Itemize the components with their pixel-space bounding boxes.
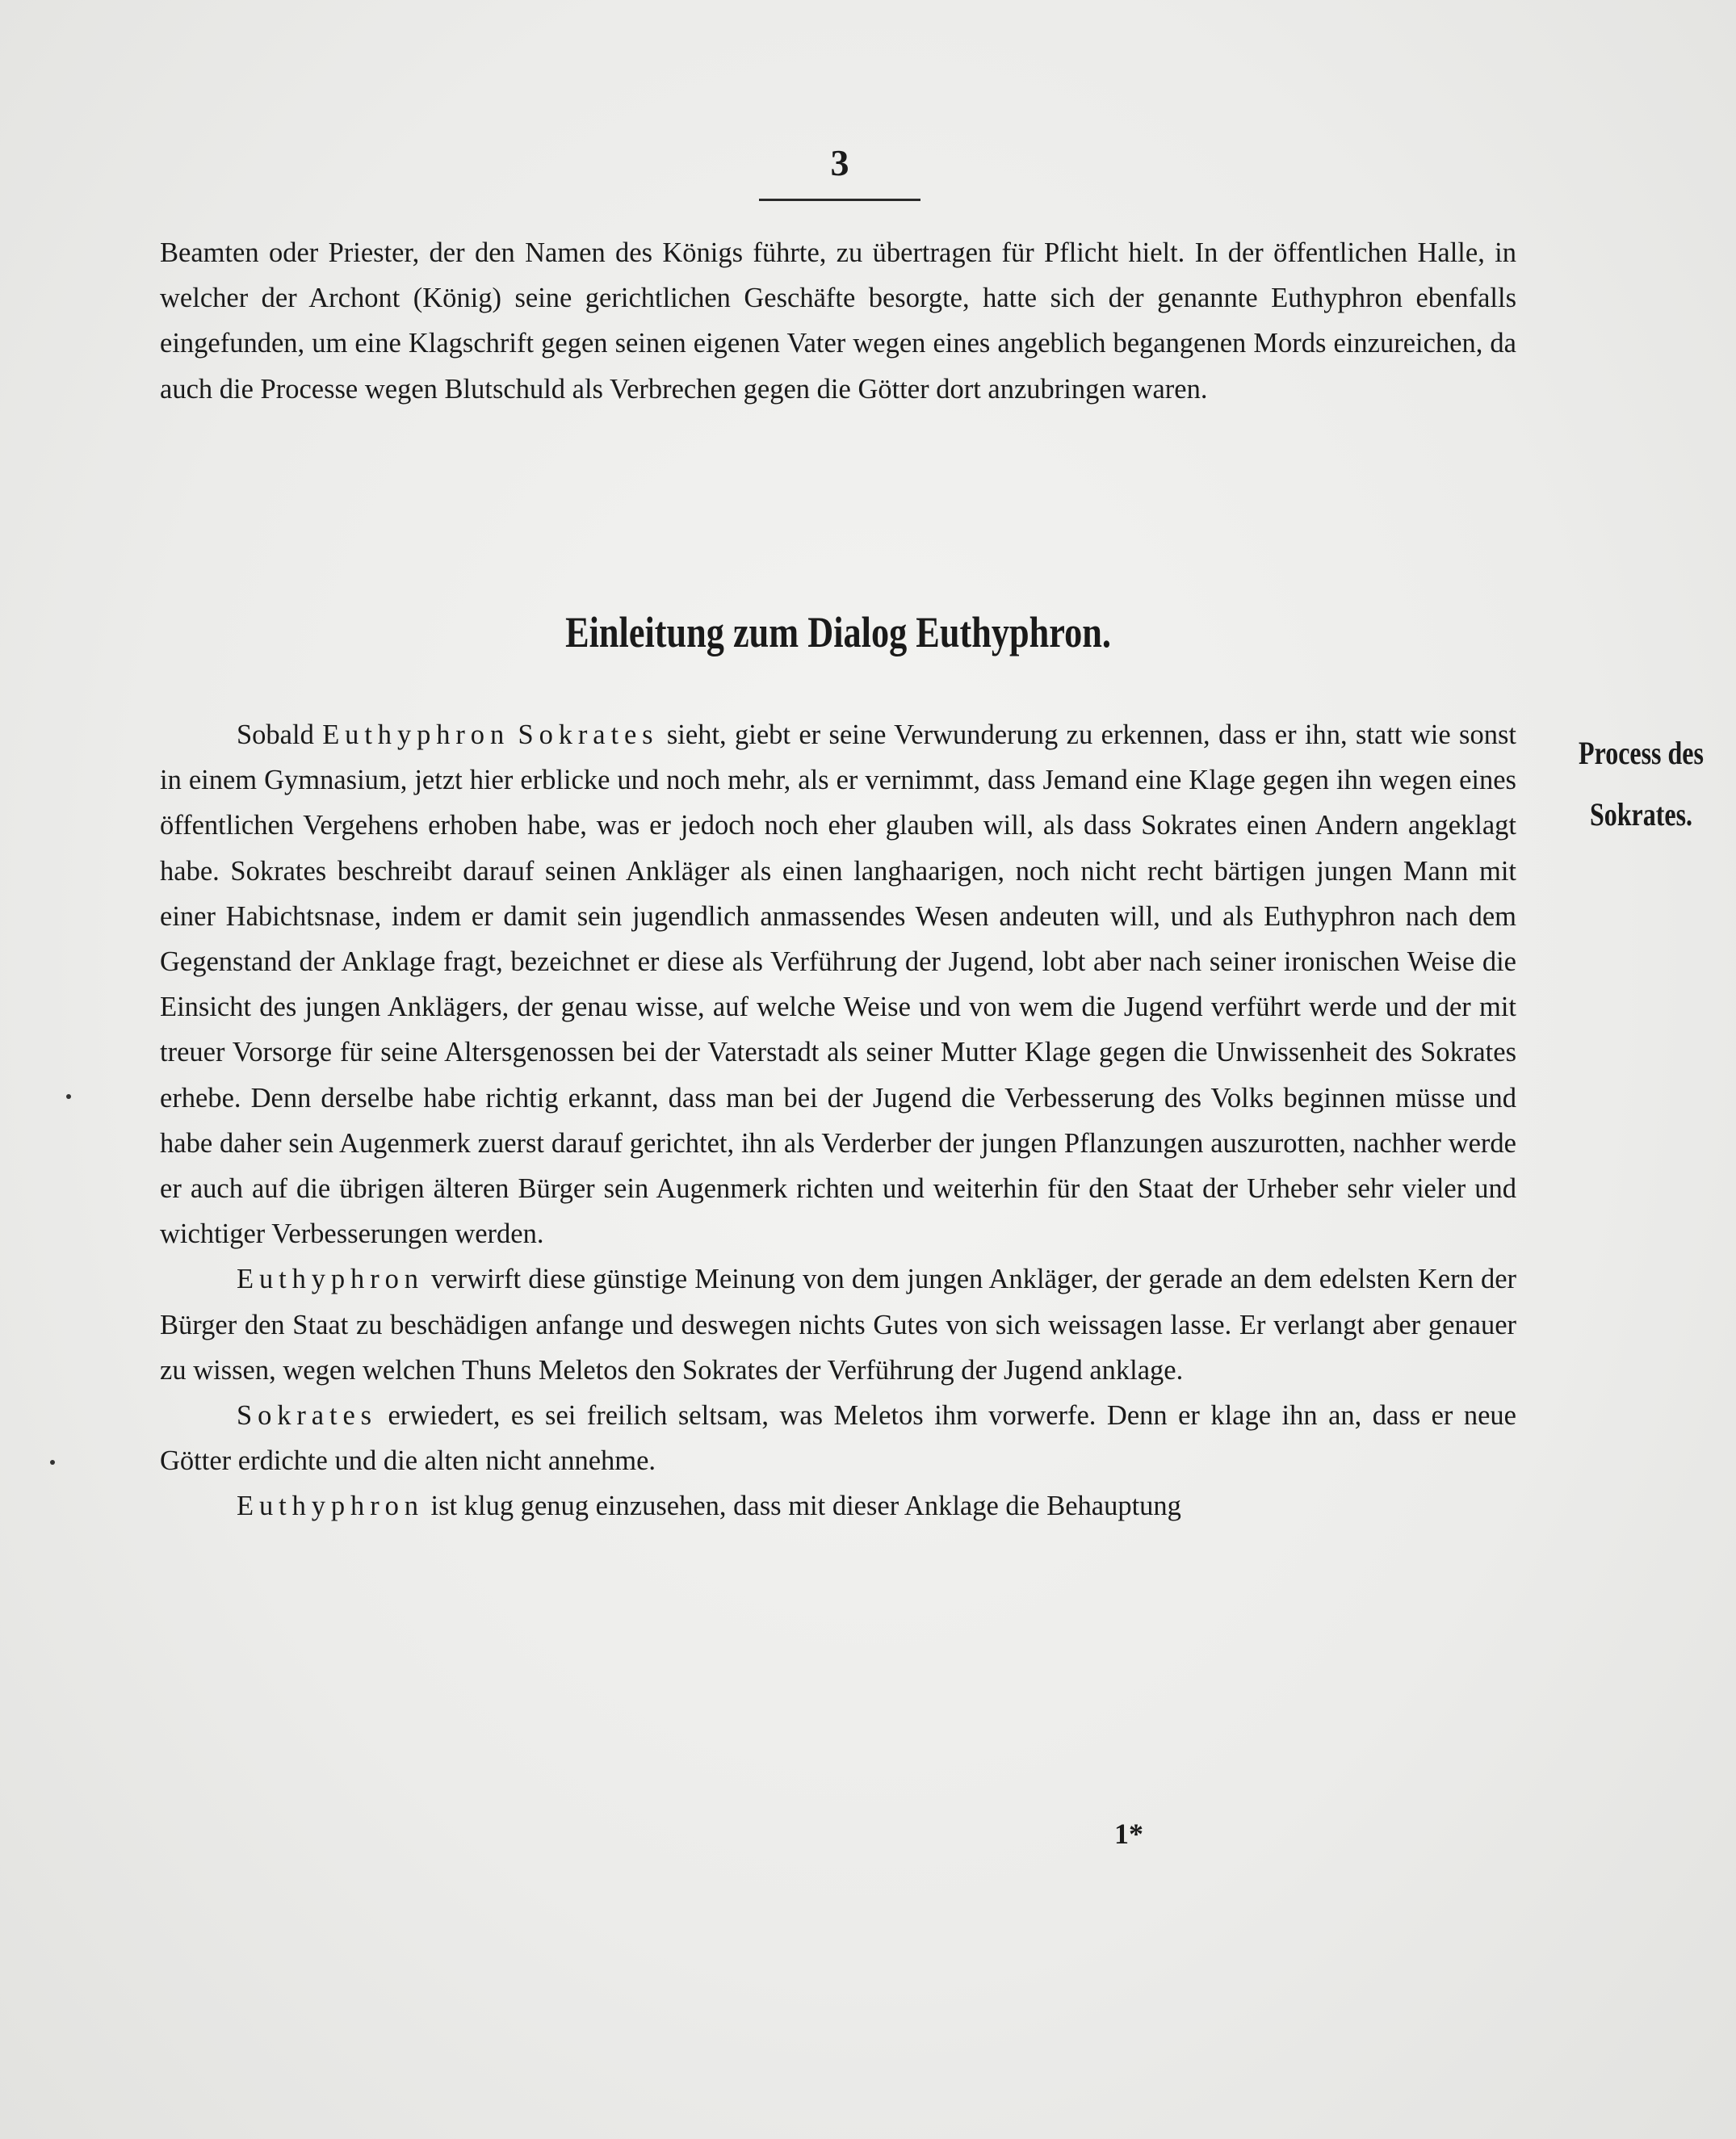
page-number-rule (759, 199, 920, 201)
paragraph-3-text: erwiedert, es sei freilich seltsam, was Meletos ihm vorwerfe. Denn er klage ihn an, dass er neue Götter erdichte und die alten nicht annehme. (160, 1400, 1516, 1477)
paragraph-1-spaced-name-1: Euthyphron (322, 719, 510, 750)
paragraph-2-spaced-name: Euthyphron (237, 1264, 424, 1295)
ink-speck (66, 1094, 71, 1099)
margin-note-line-1: Process des (1579, 735, 1704, 771)
ink-speck (50, 1460, 55, 1465)
carryover-paragraph: Beamten oder Priester, der den Namen des Königs führte, zu übertragen für Pflicht hielt. In der öffentlichen Halle, in welcher der Archont (König) seine gerichtlichen Geschäfte besorgte, hatte sich der genannte Euthyphron ebenfalls eingefunden, um eine Klagschrift gegen seinen eigenen Vater wegen eines angeblich begangenen Mords einzureichen, da auch die Processe wegen Blutschuld als Verbrechen gegen die Götter dort anzubringen waren. (160, 237, 1516, 405)
paragraph-3-spaced-name: Sokrates (237, 1400, 378, 1432)
paragraph-4-spaced-name: Euthyphron (237, 1491, 424, 1522)
section-heading: Einleitung zum Dialog Euthyphron. (565, 608, 1111, 656)
paragraph-1-text: sieht, giebt er seine Verwunderung zu erkennen, dass er ihn, statt wie sonst in einem Gymnasium, jetzt hier erblicke und noch mehr, als er vernimmt, dass Jemand eine Klage gegen ihn wegen eines öffentlichen Vergehens erhoben habe, was er jedoch noch eher glauben will, als dass Sokrates einen Andern angeklagt habe. Sokrates beschreibt darauf seinen Ankläger als einen langhaarigen, noch nicht recht bärtigen jungen Mann mit einer Habichtsnase, indem er damit sein jugendlich anmassendes Wesen andeuten will, und als Euthyphron nach dem Gegenstand der Anklage fragt, bezeichnet er diese als Verführung der Jugend, lobt aber nach seiner ironischen Weise die Einsicht des jungen Anklägers, der genau wisse, auf welche Weise und von wem die Jugend verführt werde und der mit treuer Vorsorge für seine Altersgenossen bei der Vaterstadt als seiner Mutter Klage gegen die Unwissenheit des Sokrates erhebe. Denn derselbe habe richtig erkannt, dass man bei der Jugend die Verbesserung des Volks beginnen müsse und habe daher sein Augenmerk zuerst darauf gerichtet, ihn als Verderber der jungen Pflanzungen auszurotten, nachher werde er auch auf die übrigen älteren Bürger sein Augenmerk richten und weiterhin für den Staat der Urheber sehr vieler und wichtiger Verbesserungen werden. (160, 719, 1516, 1250)
paragraph-3 (160, 1393, 1516, 1483)
paragraph-4-text: ist klug genug einzusehen, dass mit dieser Anklage die Behauptung (423, 1491, 1181, 1522)
paragraph-2 (160, 1256, 1516, 1393)
paragraph-2-text: verwirft diese günstige Meinung von dem jungen Ankläger, der gerade an dem edelsten Kern der Bürger den Staat zu beschädigen anfange und deswegen nichts Gutes von sich weissagen lasse. Er verlangt aber genauer zu wissen, wegen welchen Thuns Meletos den Sokrates der Verführung der Jugend anklage. (160, 1264, 1516, 1386)
body-text (160, 712, 1516, 1529)
page-number: 3 (830, 142, 849, 183)
paragraph-1-lead: Sobald (237, 719, 323, 750)
margin-note-line-2: Sokrates. (1589, 796, 1693, 833)
paragraph-1-spaced-name-2: Sokrates (518, 719, 659, 750)
signature-mark: 1* (1114, 1818, 1143, 1850)
paragraph-4 (160, 1483, 1516, 1529)
paragraph-1 (160, 712, 1516, 1256)
margin-note (1569, 723, 1714, 845)
carryover-paragraph-block (160, 230, 1516, 412)
paragraph-1-mid (509, 719, 518, 750)
